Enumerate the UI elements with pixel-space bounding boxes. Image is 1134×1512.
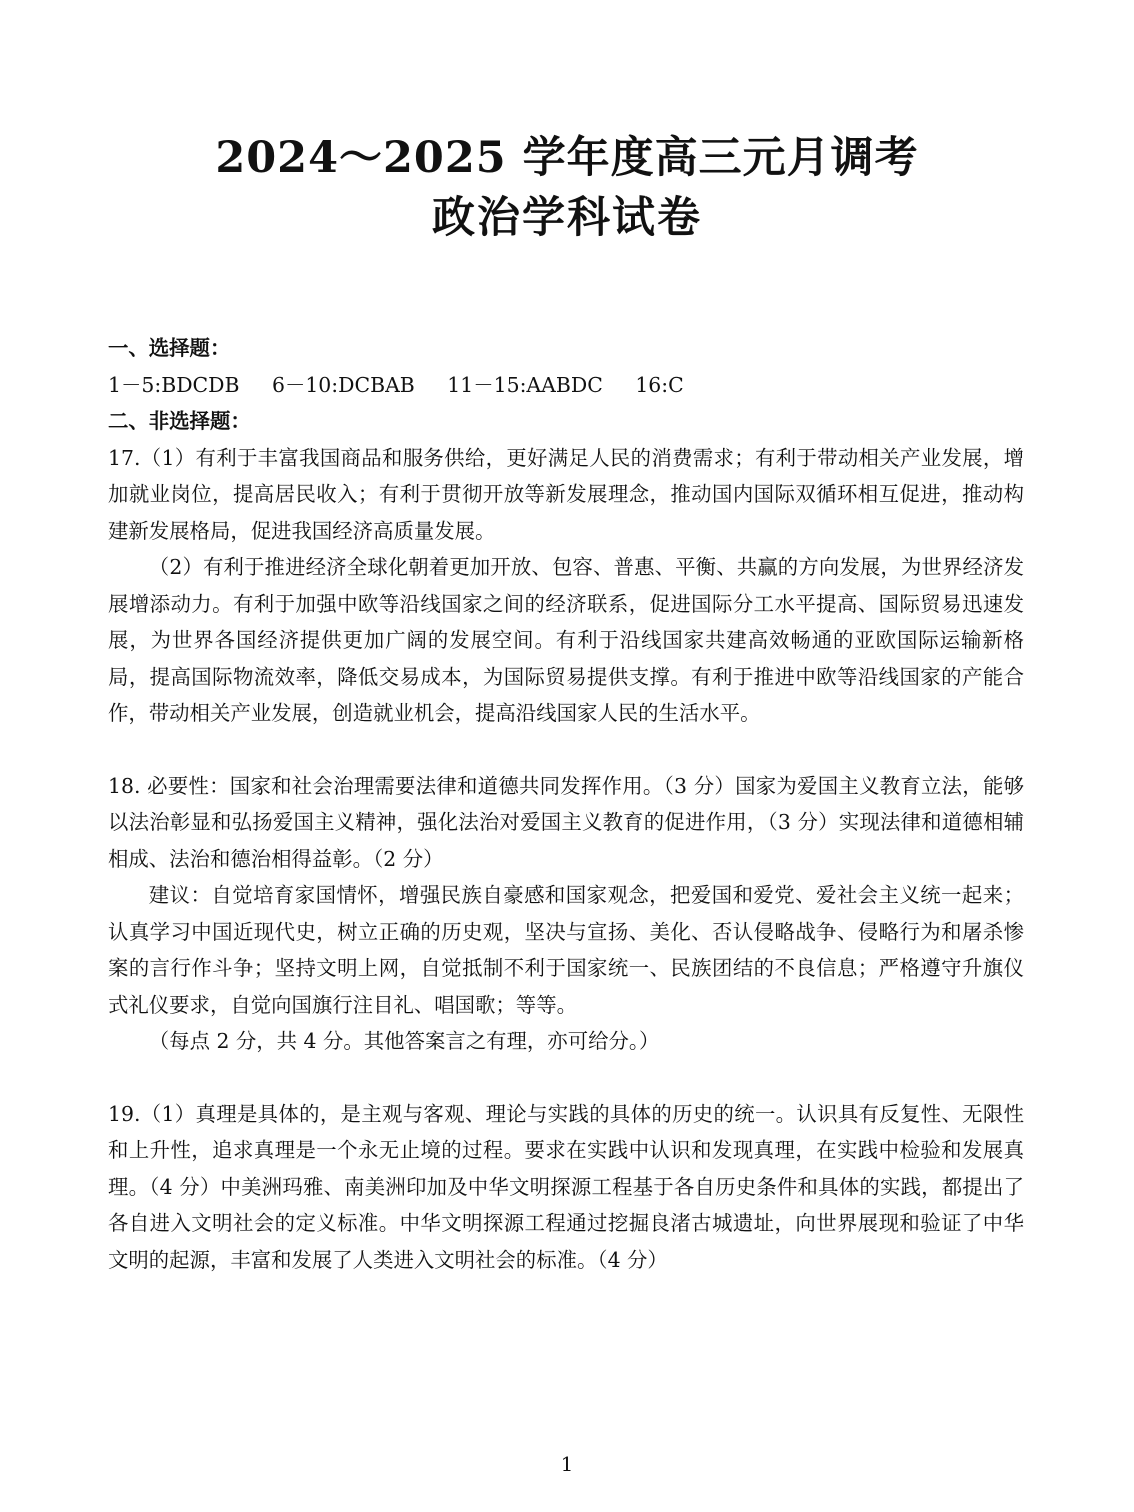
q17-part1: 17.（1）有利于丰富我国商品和服务供给，更好满足人民的消费需求；有利于带动相关产业发展，增加就业岗位，提高居民收入；有利于贯彻开放等新发展理念，推动国内国际双循环相互促进，推动构建新发展格局，促进我国经济高质量发展。 [108,445,1024,543]
q19-part1: 19.（1）真理是具体的，是主观与客观、理论与实践的具体的历史的统一。认识具有反复性、无限性和上升性，追求真理是一个永无止境的过程。要求在实践中认识和发现真理，在实践中检验和发展真理。（4 分）中美洲玛雅、南美洲印加及中华文明探源工程基于各自历史条件和具体的实践，都提出了各自进入文明社会的定义标准。中华文明探源工程通过挖掘良渚古城遗址，向世界展现和验证了中华文明的起源，丰富和发展了人类进入文明社会的标准。（4 分） [108,1101,1024,1272]
choice-answer-group: 11－15:AABDC [447,372,603,397]
choice-answer-group: 6－10:DCBAB [271,372,415,397]
section-heading-choice: 一、选择题： [108,336,231,360]
q17-part2: （2）有利于推进经济全球化朝着更加开放、包容、普惠、平衡、共赢的方向发展，为世界经济发展增添动力。有利于加强中欧等沿线国家之间的经济联系，促进国际分工水平提高、国际贸易迅速发展，为世界各国经济提供更加广阔的发展空间。有利于沿线国家共建高效畅通的亚欧国际运输新格局，提高国际物流效率，降低交易成本，为国际贸易提供支撑。有利于推进中欧等沿线国家的产能合作，带动相关产业发展，创造就业机会，提高沿线国家人民的生活水平。 [108,555,1024,725]
exam-subtitle: 政治学科试卷 [432,193,702,243]
choice-answers [108,367,1024,404]
page-number: 1 [560,1452,574,1476]
answer-body [108,330,1024,1278]
q18-scoring-note: （每点 2 分，共 4 分。其他答案言之有理，亦可给分。） [148,1029,660,1053]
section-heading-nonchoice: 二、非选择题： [108,409,251,433]
q18-suggestion: 建议：自觉培育家国情怀，增强民族自豪感和国家观念，把爱国和爱党、爱社会主义统一起来；认真学习中国近现代史，树立正确的历史观，坚决与宣扬、美化、否认侵略战争、侵略行为和屠杀惨案的言行作斗争；坚持文明上网，自觉抵制不利于国家统一、民族团结的不良信息；严格遵守升旗仪式礼仪要求，自觉向国旗行注目礼、唱国歌；等等。 [108,883,1024,1017]
choice-answer-group: 1－5:BDCDB [108,372,240,397]
spacer [108,1060,1024,1096]
choice-answer-group: 16:C [635,372,684,397]
q18-necessity: 18. 必要性：国家和社会治理需要法律和道德共同发挥作用。（3 分）国家为爱国主义教育立法，能够以法治彰显和弘扬爱国主义精神，强化法治对爱国主义教育的促进作用，（3 分）实现法律和道德相辅相成、法治和德治相得益彰。（2 分） [108,773,1024,871]
spacer [108,732,1024,768]
exam-title: 2024～2025 学年度高三元月调考 [215,133,919,183]
